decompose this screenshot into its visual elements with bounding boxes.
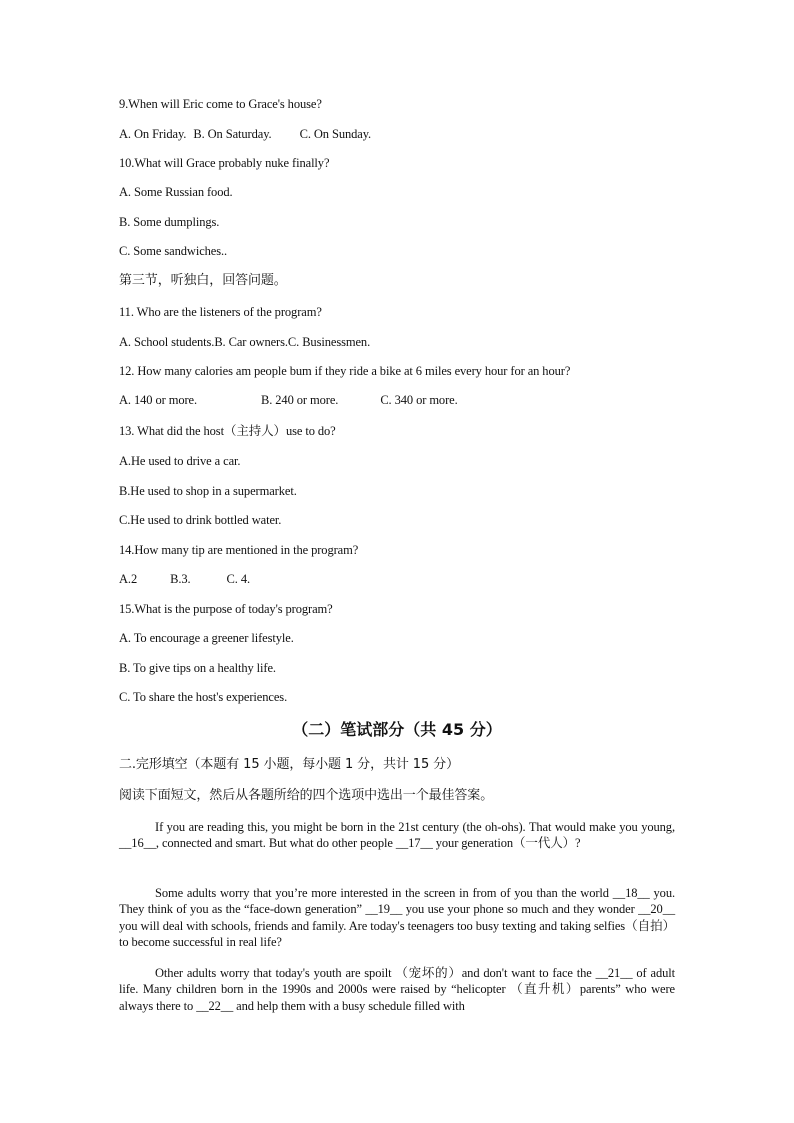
question-15-option-c: C. To share the host's experiences.: [119, 690, 288, 704]
passage-paragraph-3: Other adults worry that today's youth are spoilt （宠坏的）and don't want to face the __21__ of adult life. Many children born in the 1990s and 2000s were raised by “helicopter （直升机）parents” who were always there to __22__ and help them with a busy schedule filled with: [119, 966, 675, 1013]
option-b: B. 240 or more.: [261, 393, 339, 407]
section-3-heading: 第三节，听独白，回答问题。: [119, 273, 287, 288]
question-15: 15.What is the purpose of today's program?: [119, 602, 333, 616]
question-11-options: A. School students.B. Car owners.C. Businessmen.: [119, 335, 371, 349]
question-14: 14.How many tip are mentioned in the program?: [119, 543, 359, 557]
option-b: B.3.: [170, 572, 191, 586]
question-9: 9.When will Eric come to Grace's house?: [119, 97, 322, 111]
option-c: C. 340 or more.: [380, 393, 458, 407]
option-a: A.2: [119, 572, 138, 586]
question-10-option-b: B. Some dumplings.: [119, 215, 220, 229]
question-10-option-a: A. Some Russian food.: [119, 185, 233, 199]
part-heading: 二.完形填空（本题有 15 小题，每小题 1 分，共计 15 分）: [119, 757, 459, 772]
question-13: 13. What did the host（主持人）use to do?: [119, 424, 336, 438]
question-13-option-c: C.He used to drink bottled water.: [119, 513, 282, 527]
question-10: 10.What will Grace probably nuke finally?: [119, 156, 330, 170]
question-15-option-b: B. To give tips on a healthy life.: [119, 661, 276, 675]
question-9-options: [119, 126, 371, 142]
option-b: B. On Saturday.: [193, 127, 272, 141]
question-13-option-a: A.He used to drive a car.: [119, 454, 241, 468]
question-12-options: [119, 392, 458, 408]
question-12: 12. How many calories am people bum if they ride a bike at 6 miles every hour for an hour?: [119, 364, 571, 378]
option-c: C. 4.: [226, 572, 251, 586]
option-c: C. On Sunday.: [299, 127, 372, 141]
option-a: A. 140 or more.: [119, 393, 197, 407]
passage-paragraph-2: Some adults worry that you’re more interested in the screen in from of you than the world __18__ you. They think of you as the “face-down generation” __19__ you use your phone so much and they wonder __20__ you will deal with schools, friends and family. Are today's teenagers too busy texting and taking selfies（自拍）to become successful in real life?: [119, 886, 675, 950]
instruction: 阅读下面短文，然后从各题所给的四个选项中选出一个最佳答案。: [119, 788, 494, 803]
question-15-option-a: A. To encourage a greener lifestyle.: [119, 631, 294, 645]
section-title: （二）笔试部分（共 45 分）: [292, 720, 502, 739]
question-11: 11. Who are the listeners of the program?: [119, 305, 322, 319]
question-13-option-b: B.He used to shop in a supermarket.: [119, 484, 297, 498]
option-a: A. On Friday.: [119, 127, 187, 141]
passage-paragraph-1: If you are reading this, you might be born in the 21st century (the oh-ohs). That would make you young, __16__, connected and smart. But what do other people __17__ your generation（一代人）?: [119, 820, 675, 851]
question-14-options: [119, 571, 250, 587]
question-10-option-c: C. Some sandwiches..: [119, 244, 228, 258]
